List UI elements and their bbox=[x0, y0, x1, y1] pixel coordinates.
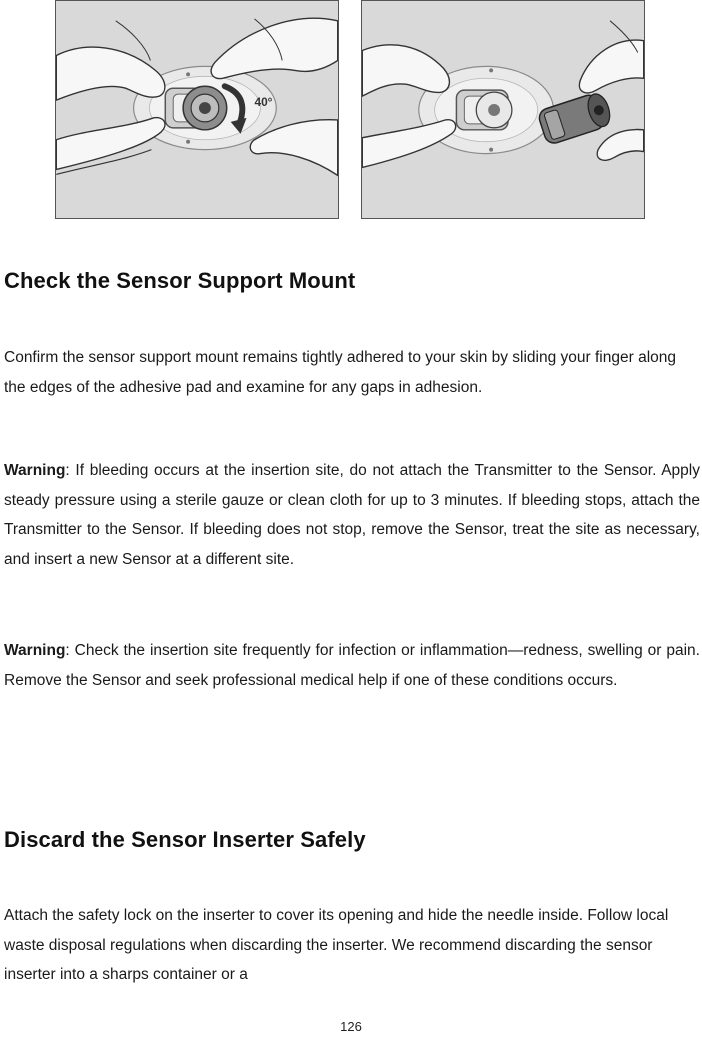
warning-bleeding bbox=[4, 456, 700, 574]
warning-infection bbox=[4, 636, 700, 695]
check-mount-paragraph: Confirm the sensor support mount remains tightly adhered to your skin by sliding your finger along the edges of the adhesive pad and examine for any gaps in adhesion. bbox=[4, 349, 677, 396]
section-title-discard-inserter: Discard the Sensor Inserter Safely bbox=[4, 827, 366, 852]
page-number: 126 bbox=[340, 1019, 362, 1034]
warning-text: : Check the insertion site frequently for infection or inflammation—redness, swelling or pain. Remove the Sensor and seek professional medical help if one of these conditions occurs. bbox=[4, 642, 700, 689]
warning-text: : If bleeding occurs at the insertion site, do not attach the Transmitter to the Sensor. Apply steady pressure using a sterile gauze or clean cloth for up to 3 minutes. If bleeding stops, attach the Transmitter to the Sensor. If bleeding does not stop, remove the Sensor, treat the site as necessary, and insert a new Sensor at a different site. bbox=[4, 462, 700, 568]
illustration-remove-inserter bbox=[361, 0, 645, 219]
illustration-rotate-inserter bbox=[55, 0, 339, 219]
section-title-check-mount: Check the Sensor Support Mount bbox=[4, 268, 356, 293]
rotation-label: 40° bbox=[254, 95, 273, 110]
warning-label: Warning bbox=[4, 642, 66, 659]
discard-paragraph: Attach the safety lock on the inserter to cover its opening and hide the needle inside. Follow local waste disposal regulations when discarding the inserter. We recommend discarding the sensor inserter into a sharps container or a bbox=[4, 907, 669, 983]
warning-label: Warning bbox=[4, 462, 66, 479]
